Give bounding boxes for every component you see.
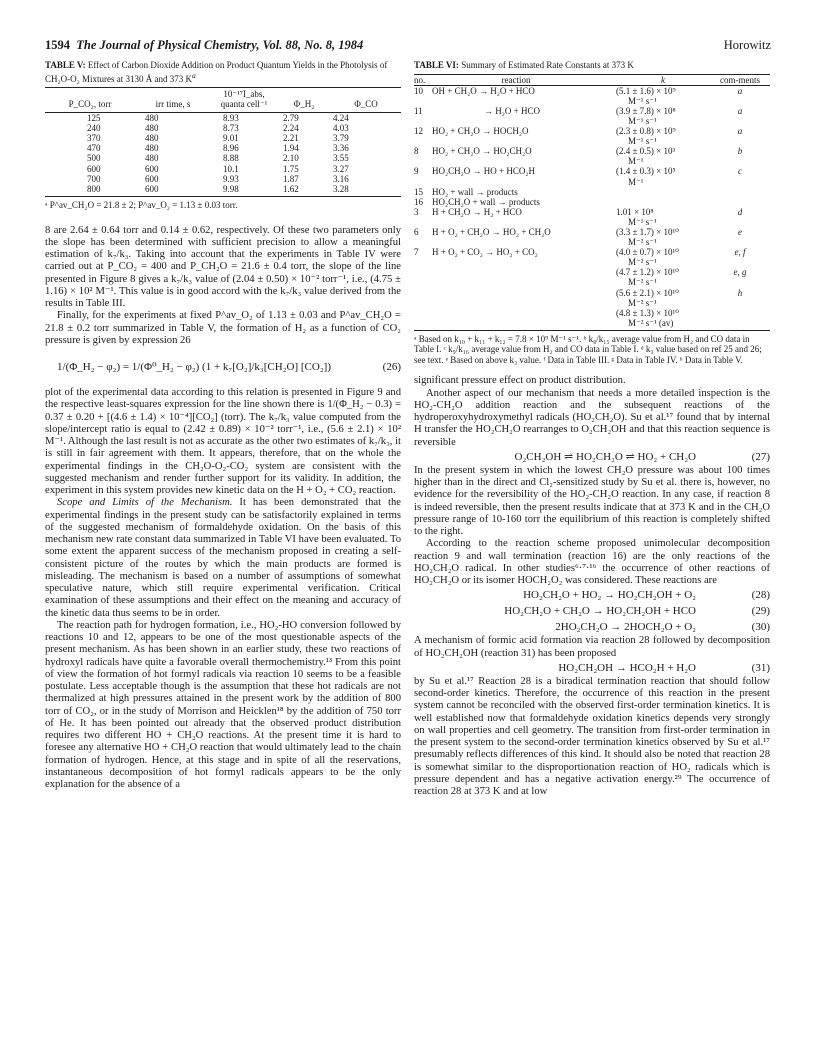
table-cell: e, g: [733, 267, 747, 278]
table-cell: H + O₂ + CO₂ → HO₂ + CO₂: [432, 247, 538, 258]
table-vi-footnote: ᵃ Based on k₁₀ + k₁₁ + k₁₂ = 7.8 × 10⁹ M⁻¹ s⁻¹. ᵇ k₈/k₁₅ average value from H₂ and CO data in Table I. ᶜ k₉/k₁₆ average value from H₂ and CO data in Table I. ᵈ k₃ value based on ref 25 and 26; see text. ᵉ Based on above k₃ value. ᶠ Data in Table III. ᵍ Data in Table IV. ʰ Data in Table V.: [414, 333, 762, 365]
table-cell: → H₂O + HCO: [484, 105, 540, 116]
table-cell: 16: [414, 196, 423, 207]
table-row: [414, 166, 770, 186]
col-header-pco2: P_CO₂, torr: [68, 99, 112, 110]
table-cell: 3.79: [333, 133, 349, 143]
table-cell: 480: [145, 112, 159, 123]
table-row: [414, 86, 770, 106]
table-cell: 9: [414, 166, 419, 177]
rate-constant-units: M⁻¹ s⁻¹: [628, 95, 657, 106]
table-cell: 1.75: [283, 163, 299, 174]
table-row: [45, 153, 401, 163]
table-row: [45, 123, 401, 133]
table-cell: HO₂ + CH₂O → HO₂CH₂O: [432, 146, 532, 157]
table-cell: 480: [145, 153, 159, 164]
left-column: [45, 60, 401, 791]
table-vi-grid: [414, 75, 770, 328]
table-cell: 1.62: [283, 184, 299, 195]
table-row: [45, 143, 401, 153]
table-cell: [432, 267, 600, 287]
rate-constant-cell: [600, 267, 710, 287]
table-row: [414, 207, 770, 227]
table-cell: 470: [87, 143, 101, 154]
table-cell: 11: [414, 105, 423, 116]
section-heading: Scope and Limits of the Mechanism.: [57, 497, 233, 509]
table-row: [414, 247, 770, 267]
rate-constant-cell: [600, 166, 710, 186]
table-v-bottom-rule: [45, 196, 401, 197]
table-cell: HO₂CH₂O → HO + HCO₂H: [432, 166, 535, 177]
table-row: [45, 174, 401, 184]
rate-constant-value: (3.3 ± 1.7) × 10¹⁰: [616, 227, 679, 237]
table-cell: 125: [87, 112, 101, 123]
table-cell: 9.93: [223, 173, 239, 184]
table-cell: 480: [145, 133, 159, 143]
rate-constant-cell: [600, 207, 710, 227]
col-header-k: k: [661, 74, 665, 85]
table-v-caption: TABLE V: Effect of Carbon Dioxide Addition on Product Quantum Yields in the Photolysis of CH₂O-O₂ Mixtures at 3130 Å and 373 $K^a$: [45, 60, 388, 84]
table-cell: 8.93: [223, 112, 239, 123]
paragraph: Finally, for the experiments at fixed P^av_O₂ of 1.13 ± 0.03 and P^av_CH₂O = 21.8 ± 0.2 torr summarized in Table V, the formation of H₂ as a function of CO₂ pressure is given by expression 26: [45, 310, 401, 346]
equation-26-number: (26): [382, 361, 401, 374]
table-cell: [432, 288, 600, 308]
rate-constant-cell: [600, 86, 710, 106]
equation-28: HO₂CH₂O + HO₂ → HO₂CH₂OH + O₂ (28): [523, 589, 770, 602]
rate-constant-units: M⁻² s⁻¹: [628, 277, 657, 288]
col-header-time: irr time, s: [155, 99, 191, 110]
table-row: [45, 133, 401, 143]
table-cell: 700: [87, 173, 101, 184]
table-cell: 600: [145, 163, 159, 174]
table-cell: 3.36: [333, 143, 349, 154]
table-cell: 1.94: [283, 143, 299, 154]
right-body-text: [414, 375, 770, 798]
table-cell: [432, 308, 600, 328]
table-row: [414, 288, 770, 308]
table-cell: 6: [414, 227, 419, 237]
paragraph: 8 are 2.64 ± 0.64 torr and 0.14 ± 0.62, respectively. Of these two parameters only the slope has been determined with sufficient precision to allow a meaningful estimation of k₇/k₃. Taking into account that the experiments in Table IV were carried out at P_CO₂ = 400 and P_CH₂O = 21.6 ± 0.4 torr, the slope of the line presented in Figure 8 gives a k₇/k₃ value of (2.04 ± 0.50) × 10⁻² torr⁻¹, i.e., (4.75 ± 1.16) × 10² M⁻¹. This value is in good accord with the k₇/k₃ value derived from the results in Table III.: [45, 224, 401, 310]
table-cell: a: [737, 105, 743, 116]
table-cell: 240: [87, 122, 101, 133]
rate-constant-value: (5.6 ± 2.1) × 10¹⁰: [616, 287, 679, 298]
table-cell: HO₂ + wall → products: [432, 186, 518, 197]
rate-constant-units: M⁻¹: [628, 176, 644, 187]
equation-29: HO₂CH₂O + CH₂O → HO₂CH₂OH + HCO (29): [504, 605, 770, 618]
rate-constant-units: M⁻¹ s⁻¹: [628, 216, 657, 227]
table-cell: 600: [145, 173, 159, 184]
col-header-reaction: reaction: [501, 74, 531, 85]
rate-constant-units: M⁻¹ s⁻¹: [628, 136, 657, 147]
table-cell: 4.24: [333, 112, 349, 123]
table-cell: 10.1: [223, 163, 239, 174]
table-row: [414, 308, 770, 328]
rate-constant-value: (4.8 ± 1.3) × 10¹⁰: [616, 307, 679, 318]
table-v-grid: [45, 88, 401, 194]
left-body-text: [45, 225, 401, 792]
table-cell: c: [738, 166, 742, 177]
table-cell: e, f: [734, 247, 746, 258]
table-cell: 480: [145, 143, 159, 154]
rate-constant-value: (1.4 ± 0.3) × 10⁵: [616, 166, 676, 177]
table-cell: 8.73: [223, 122, 239, 133]
col-header-comments: com-ments: [720, 74, 760, 85]
table-cell: 2.21: [283, 133, 299, 143]
paragraph: plot of the experimental data according to this relation is presented in Figure 9 and the respective least-squares expression for the line shown there is 1/(Φ_H₂ − 0.3) = 0.37 ± 0.20 + [(4.6 ± 1.4) × 10⁻⁴][CO₂] (torr). The k₇/k₃ value computed from the slope/intercept ratio is equal to (2.42 ± 0.89) × 10⁻² torr⁻¹, i.e., (5.6 ± 2.1) × 10² M⁻¹. Although the last result is not as accurate as the other two estimates of k₇/k₃, it is still in fair agreement with them. It appears, therefore, that on the whole the experimental findings in the CH₂O-O₂-CO₂ system are consistent with the suggested mechanism and render further support for its validity. In addition, the experiment in this system provides new kinetic data on the H + O₂ + CO₂ reaction.: [45, 387, 401, 497]
table-cell: 9.01: [223, 133, 239, 143]
table-vi: [414, 60, 770, 365]
table-cell: 15: [414, 186, 423, 197]
equation-30: 2HO₂CH₂O → 2HOCH₂O + O₂ (30): [555, 621, 770, 634]
table-cell: h: [737, 287, 743, 298]
table-cell: 3.55: [333, 153, 349, 164]
table-cell: [710, 308, 770, 328]
table-cell: 4.03: [333, 122, 349, 133]
rate-constant-cell: [600, 247, 710, 267]
table-vi-bottom-rule: [414, 330, 770, 331]
table-v: [45, 60, 401, 211]
rate-constant-units: M⁻¹ s⁻¹: [628, 115, 657, 126]
paragraph: by Su et al.¹⁷ Reaction 28 is a biradical termination reaction that should follow second-order kinetics. Therefore, the occurrence of this reaction in the present system cannot be reconciled with the observed first-order termination kinetics. It is well established now that formaldehyde oxidation kinetics depends very strongly on wall properties and cell geometry. The transition from first-order termination in the present system to the second-order termination kinetics observed by Su et al.¹⁷ presumably reflects differences of this kind. It should also be noted that reaction 28 is somewhat similar to the disproportionation reaction of HO₂ radicals which is pressure dependent and has a negative activation energy.²⁹ The occurrence of reaction 28 at 373 K and at low: [414, 675, 770, 798]
paragraph: significant pressure effect on product distribution.: [414, 375, 626, 387]
table-row: [414, 227, 770, 247]
paragraph: The reaction path for hydrogen formation, i.e., HO₂-HO conversion followed by reactions 10 and 12, appears to be one of the most questionable aspects of the present mechanism. As has been shown in an earlier study, these two reactions of hydroxyl radicals have quite a favorable overall thermochemistry.¹³ From this point of view the formation of hot formyl radicals via reaction 10 seems to be a feasible postulate. Less acceptable though is the assumption that these hot radicals are not thermalized at high pressures attained in the present work by the addition of 800 torr of CO₂, or in the study of Morrison and Heicklen¹⁸ by the addition of 750 torr of He. It has been pointed out already that the observed product distribution requires two different HO + CH₂O reactions. At the present time it is hard to foresee any alternative HO + CH₂O reaction that would ultimately lead to the chain formation of hydrogen. Hence, at this stage and in spite of all the reservations, instantaneous decomposition of hot formyl radicals appears to be the only explanation for the absence of a: [45, 619, 401, 791]
running-author: Horowitz: [723, 38, 771, 52]
table-row: [45, 113, 401, 123]
rate-constant-cell: [600, 288, 710, 308]
table-cell: HO₂ + CH₂O → HOCH₂O: [432, 126, 529, 137]
table-cell: b: [737, 146, 743, 157]
rate-constant-cell: [600, 146, 710, 166]
table-cell: 9.98: [223, 184, 239, 195]
table-row: [414, 197, 770, 207]
rate-constant-value: (4.7 ± 1.2) × 10¹⁰: [616, 267, 679, 278]
table-cell: 7: [414, 247, 419, 258]
table-cell: OH + CH₂O → H₂O + HCO: [432, 85, 535, 96]
rate-constant-value: (2.4 ± 0.5) × 10³: [616, 146, 676, 157]
table-cell: a: [737, 126, 743, 137]
table-cell: e: [738, 227, 742, 237]
table-cell: 8.88: [223, 153, 239, 164]
table-cell: 12: [414, 126, 423, 137]
rate-constant-units: M⁻² s⁻¹: [628, 257, 657, 268]
table-cell: 10: [414, 85, 423, 96]
col-header-phi-co: Φ_CO: [354, 99, 378, 110]
col-header-no: no.: [414, 74, 426, 85]
rate-constant-value: 1.01 × 10⁸: [616, 206, 654, 217]
rate-constant-cell: [600, 197, 710, 207]
rate-constant-units: M⁻² s⁻¹: [628, 297, 657, 308]
rate-constant-cell: [600, 126, 710, 146]
rate-constant-value: (3.9 ± 7.8) × 10⁸: [616, 105, 676, 116]
table-cell: H + O₂ + CH₂O → HO₂ + CH₂O: [432, 227, 551, 237]
table-row: [414, 187, 770, 197]
table-row: [45, 164, 401, 174]
rate-constant-cell: [600, 227, 710, 247]
table-row: [414, 267, 770, 287]
rate-constant-cell: [600, 187, 710, 197]
table-cell: 3.27: [333, 163, 349, 174]
equation-31: HO₂CH₂OH → HCO₂H + H₂O (31): [558, 661, 770, 674]
paragraph: In the present system in which the lowest CH₂O pressure was about 100 times higher than in the direct and Cl₂-sensitized study by Su et al. there is, however, no evidence for the reversibility of the HO₂-CH₂O reaction. In any case, if reaction 8 is indeed reversible, then the present results indicate that at 373 K and in the CH₂O pressure range of 10-160 torr the equilibrium of this reaction is completely shifted to the right.: [414, 464, 770, 538]
page-number: 1594: [45, 38, 70, 52]
table-cell: [710, 197, 770, 207]
rate-constant-value: (2.3 ± 0.8) × 10⁹: [616, 126, 676, 137]
table-cell: a: [737, 85, 743, 96]
equation-26: [45, 347, 401, 387]
table-cell: 3.28: [333, 184, 349, 195]
paragraph: Scope and Limits of the Mechanism. It has been demonstrated that the experimental findings in the present study can be satisfactorily explained in terms of the suggested mechanism of formaldehyde oxidation. On the basis of this mechanism new rate constant data summarized in Table VI have been evaluated. To some extent the apparent success of the mechanism proposed in creating a self-consistent picture of the routes by which the main products are formed is misleading. The mechanism is based on a number of assumptions of somewhat speculative nature, which still require experimental verification. Critical examination of these assumptions and their effect on the meaning and accuracy of the kinetic data thus seems to be in order.: [45, 497, 401, 619]
table-cell: [414, 308, 432, 328]
table-cell: 8: [414, 146, 419, 157]
rate-constant-cell: [600, 106, 710, 126]
table-cell: HO₂CH₂O + wall → products: [432, 196, 540, 207]
col-header-phi-h2: Φ_H₂: [293, 99, 315, 110]
equation-26-expression: 1/(Φ_H₂ − φ₂) = 1/(Φ⁰_H₂ − φ₂) (1 + k₇[O₂]/k₃[CH₂O] [CO₂]): [57, 361, 331, 374]
right-column: [414, 60, 770, 798]
table-row: [414, 106, 770, 126]
page-header: [45, 38, 771, 54]
journal-title: The Journal of Physical Chemistry, Vol. 88, No. 8, 1984: [76, 38, 364, 52]
equation-27: O₂CH₂OH ⇌ HO₂CH₂O ⇌ HO₂ + CH₂O (27): [514, 450, 770, 463]
table-row: [414, 126, 770, 146]
paragraph: A mechanism of formic acid formation via reaction 28 followed by decomposition of HO₂CH₂OH (reaction 31) has been proposed: [414, 635, 770, 659]
paragraph: Another aspect of our mechanism that needs a more detailed inspection is the HO₂-CH₂O addition reaction and the subsequent reactions of the hydroperoxyhydroxymethyl radicals (HO₂CH₂O). Su et al.¹⁷ found that by internal H transfer the HO₂CH₂O rearranges to O₂CH₂OH and that this reaction sequence is reversible: [414, 387, 770, 448]
table-cell: 480: [145, 122, 159, 133]
table-row: [414, 146, 770, 166]
table-cell: [414, 267, 432, 287]
col-header-iabs: 10⁻¹⁷I_abs, quanta cell⁻¹: [220, 89, 268, 110]
table-cell: H + CH₂O → H₂ + HCO: [432, 206, 522, 217]
rate-constant-value: (5.1 ± 1.6) × 10⁹: [616, 85, 676, 96]
rate-constant-units: M⁻¹: [628, 156, 644, 167]
table-cell: 800: [87, 184, 101, 195]
table-cell: 500: [87, 153, 101, 164]
table-cell: 600: [87, 163, 101, 174]
rate-constant-cell: [600, 308, 710, 328]
table-cell: 2.24: [283, 122, 299, 133]
paragraph: According to the reaction scheme proposed unimolecular decomposition reaction 9 and wall termination (reaction 16) are the only reactions of the HO₂CH₂O radical. In other studies⁶·⁷·¹⁶ the occurrence of other reactions of HO₂CH₂O or its isomer HOCH₂O₂ was considered. These reactions are: [414, 538, 770, 587]
table-cell: 600: [145, 184, 159, 195]
table-cell: 2.79: [283, 112, 299, 123]
rate-constant-value: (4.0 ± 0.7) × 10¹⁰: [616, 247, 679, 258]
table-cell: 8.96: [223, 143, 239, 154]
table-cell: 3.16: [333, 173, 349, 184]
table-cell: 2.10: [283, 153, 299, 164]
table-v-footnote: ᵃ P^av_CH₂O = 21.8 ± 2; P^av_O₂ = 1.13 ± 0.03 torr.: [45, 200, 238, 211]
table-cell: 3: [414, 206, 419, 217]
table-cell: 370: [87, 133, 101, 143]
table-cell: 1.87: [283, 173, 299, 184]
rate-constant-units: M⁻² s⁻¹: [628, 237, 657, 248]
rate-constant-units: M⁻² s⁻¹ (av): [628, 317, 674, 328]
table-row: [45, 184, 401, 194]
table-cell: d: [737, 206, 743, 217]
table-cell: [414, 288, 432, 308]
table-vi-caption: TABLE VI: Summary of Estimated Rate Constants at 373 K: [414, 60, 634, 70]
table-cell: [710, 187, 770, 197]
